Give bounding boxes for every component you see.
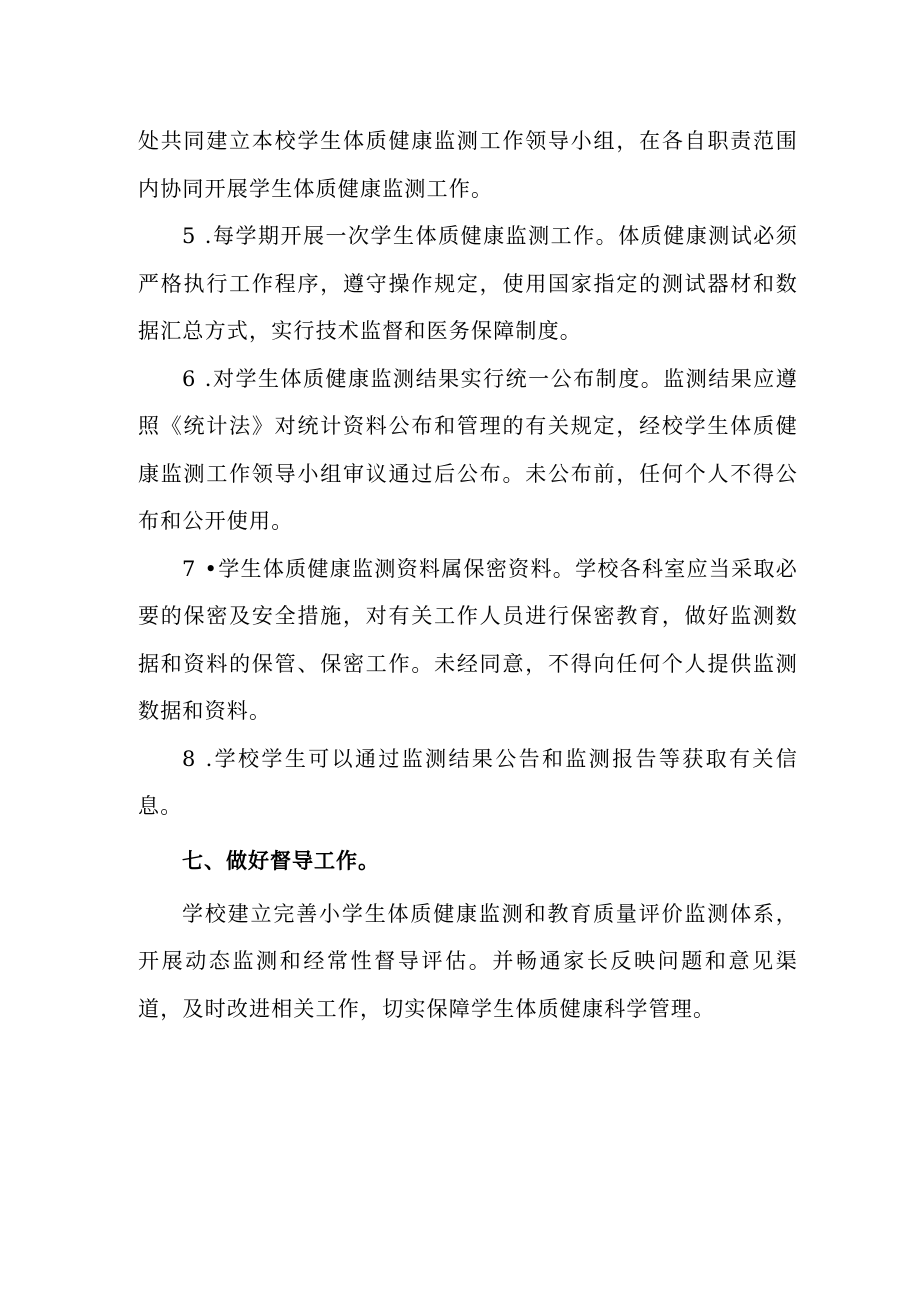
paragraph-item-7: 7 •学生体质健康监测资料属保密资料。学校各科室应当采取必要的保密及安全措施，对有关工作人员进行保密教育，做好监测数据和资料的保管、保密工作。未经同意，不得向任何个人提供监测数据和资料。 bbox=[138, 556, 798, 723]
paragraph-continuation: 处共同建立本校学生体质健康监测工作领导小组，在各自职责范围内协同开展学生体质健康监测工作。 bbox=[138, 129, 798, 201]
paragraph-item-6: 6 .对学生体质健康监测结果实行统一公布制度。监测结果应遵照《统计法》对统计资料公布和管理的有关规定，经校学生体质健康监测工作领导小组审议通过后公布。未公布前，任何个人不得公布和公开使用。 bbox=[138, 366, 798, 533]
paragraph-item-5: 5 .每学期开展一次学生体质健康监测工作。体质健康测试必须严格执行工作程序，遵守操作规定，使用国家指定的测试器材和数据汇总方式，实行技术监督和医务保障制度。 bbox=[138, 224, 798, 343]
paragraph-closing: 学校建立完善小学生体质健康监测和教育质量评价监测体系，开展动态监测和经常性督导评估。并畅通家长反映问题和意见渠道，及时改进相关工作，切实保障学生体质健康科学管理。 bbox=[138, 901, 798, 1021]
paragraph-item-8: 8 .学校学生可以通过监测结果公告和监测报告等获取有关信息。 bbox=[138, 746, 798, 818]
section-heading: 七、做好督导工作。 bbox=[182, 848, 380, 873]
document-body bbox=[138, 118, 798, 1033]
